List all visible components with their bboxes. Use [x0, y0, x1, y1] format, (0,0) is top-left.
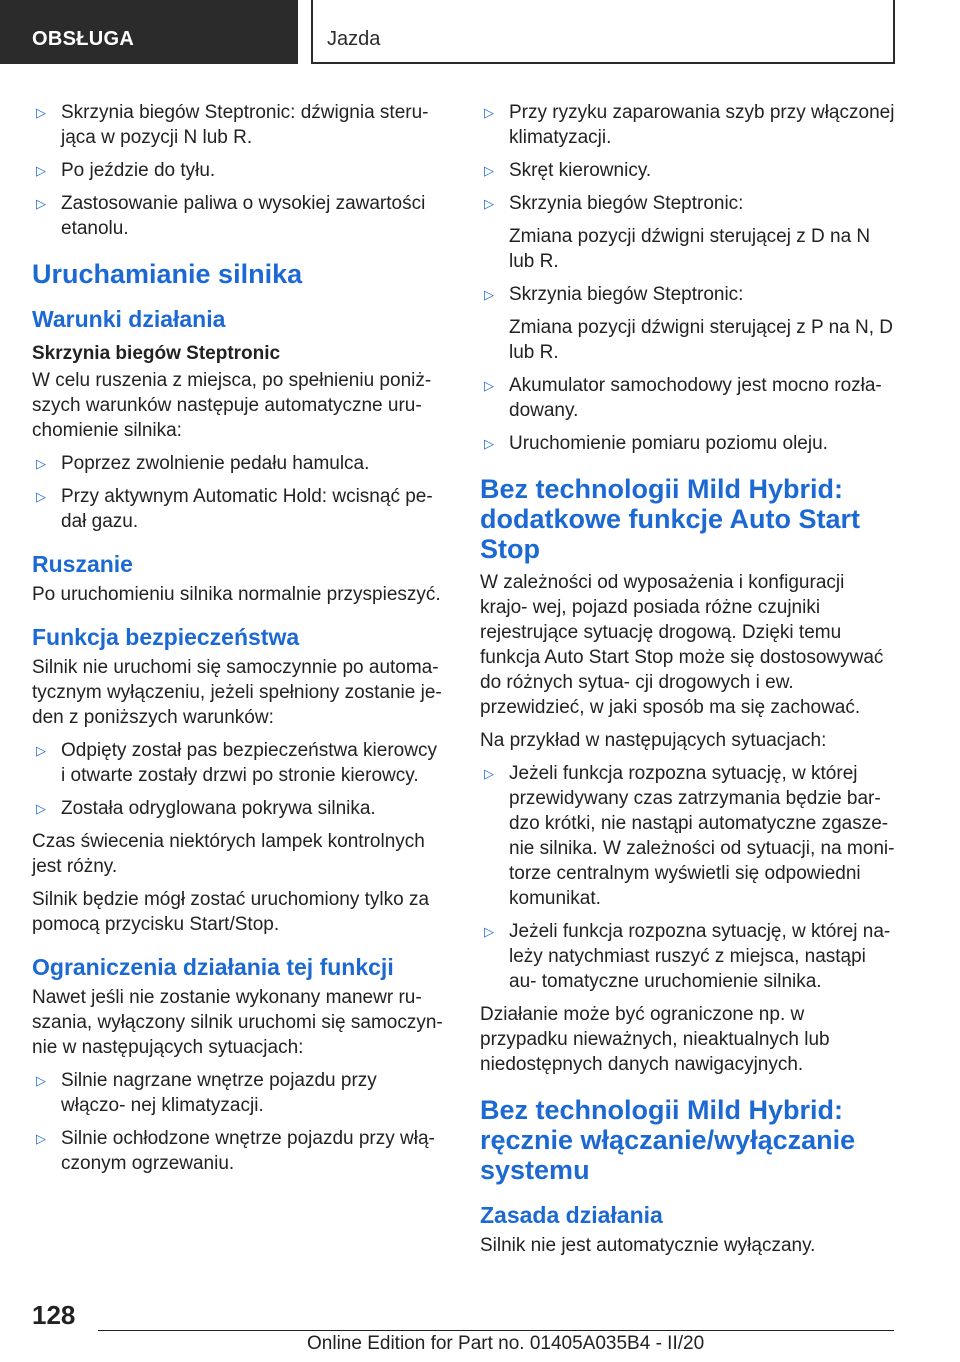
paragraph: W celu ruszenia z miejsca, po spełnieniu poniż‐ szych warunków następuje automatyczne uru‐ chomienie silnika: — [32, 370, 432, 441]
list-item: ▷ Skrzynia biegów Steptronic: — [484, 193, 744, 214]
list-item: ▷ Została odryglowana pokrywa silnika. — [36, 798, 376, 819]
list-item: ▷ Akumulator samochodowy jest mocno rozła‐ dowany. — [484, 375, 882, 421]
triangle-bullet-icon: ▷ — [484, 287, 494, 302]
triangle-bullet-icon: ▷ — [484, 163, 494, 178]
paragraph: Czas świecenia niektórych lampek kontrolnych jest różny. — [32, 831, 425, 877]
heading-auto-start-stop-extra: Bez technologii Mild Hybrid: dodatkowe funkcje Auto Start Stop — [480, 474, 861, 564]
page-header — [0, 0, 960, 66]
footer-divider — [98, 1330, 894, 1331]
paragraph: Po uruchomieniu silnika normalnie przyspieszyć. — [32, 584, 441, 605]
paragraph: W zależności od wyposażenia i konfiguracji krajo‐ wej, pojazd posiada różne czujniki rejestrujące sytuację drogową. Dzięki temu funkcja Auto Start Stop może się dostosowywać do różnych sytua‐ cji drogowych i ew. przewidzieć, w jaki sposób ma się zachować. — [480, 572, 884, 718]
heading-steptronic: Skrzynia biegów Steptronic — [32, 343, 281, 364]
paragraph: Nawet jeśli nie zostanie wykonany manewr ru‐ szania, wyłączony silnik uruchomi się samoczyn‐ nie w następujących sytuacjach: — [32, 987, 443, 1058]
paragraph: Na przykład w następujących sytuacjach: — [480, 730, 827, 751]
paragraph: Zmiana pozycji dźwigni sterującej z P na N, D lub R. — [509, 317, 894, 363]
list-item: ▷ Przy ryzyku zaparowania szyb przy włączonej klimatyzacji. — [484, 102, 895, 148]
paragraph: Działanie może być ograniczone np. w przypadku nieważnych, nieaktualnych lub niedostępnych danych nawigacyjnych. — [480, 1004, 830, 1075]
section-tab: OBSŁUGA — [0, 0, 298, 64]
triangle-bullet-icon: ▷ — [484, 436, 494, 451]
list-item: ▷ Silnie ochłodzone wnętrze pojazdu przy włą‐ czonym ogrzewaniu. — [36, 1128, 435, 1174]
list-item: ▷ Zastosowanie paliwa o wysokiej zawartości etanolu. — [36, 193, 426, 239]
paragraph: Silnik nie uruchomi się samoczynnie po automa‐ tycznym wyłączeniu, jeżeli spełniony zostanie je‐ den z poniższych warunków: — [32, 657, 442, 728]
triangle-bullet-icon: ▷ — [36, 489, 46, 504]
paragraph: Zmiana pozycji dźwigni sterującej z D na N lub R. — [509, 226, 871, 272]
list-item: ▷ Skrzynia biegów Steptronic: — [484, 284, 744, 305]
triangle-bullet-icon: ▷ — [36, 196, 46, 211]
page-number: 128 — [32, 1300, 76, 1330]
heading-manual-toggle: Bez technologii Mild Hybrid: ręcznie włączanie/wyłączanie systemu — [480, 1095, 856, 1185]
list-item: ▷ Skrzynia biegów Steptronic: dźwignia steru‐ jąca w pozycji N lub R. — [36, 102, 429, 148]
triangle-bullet-icon: ▷ — [484, 766, 494, 781]
triangle-bullet-icon: ▷ — [36, 456, 46, 471]
heading-driving-off: Ruszanie — [32, 551, 133, 577]
triangle-bullet-icon: ▷ — [36, 743, 46, 758]
list-item: ▷ Jeżeli funkcja rozpozna sytuację, w której na‐ leży natychmiast ruszyć z miejsca, nastąpi au‐ tomatyczne uruchomienie silnika. — [484, 921, 891, 992]
list-item: ▷ Odpięty został pas bezpieczeństwa kierowcy i otwarte zostały drzwi po stronie kierowcy. — [36, 740, 437, 786]
heading-safety-function: Funkcja bezpieczeństwa — [32, 624, 300, 650]
heading-start-engine: Uruchamianie silnika — [32, 259, 303, 289]
triangle-bullet-icon: ▷ — [36, 1131, 46, 1146]
right-column — [480, 100, 896, 1266]
heading-function-limits: Ograniczenia działania tej funkcji — [32, 954, 394, 980]
list-item: ▷ Jeżeli funkcja rozpozna sytuację, w której przewidywany czas zatrzymania będzie bar‐ dzo krótki, nie nastąpi automatyczne zgasze‐ nie silnika. W zależności od sytuacji, na moni‐ torze centralnym wyświetli się odpowiedni komunikat. — [484, 763, 895, 909]
chapter-tab: Jazda — [311, 0, 895, 64]
paragraph: Silnik będzie mógł zostać uruchomiony tylko za pomocą przycisku Start/Stop. — [32, 889, 430, 935]
triangle-bullet-icon: ▷ — [484, 924, 494, 939]
left-column — [32, 100, 444, 1184]
triangle-bullet-icon: ▷ — [36, 105, 46, 120]
list-item: ▷ Silnie nagrzane wnętrze pojazdu przy włączo‐ nej klimatyzacji. — [36, 1070, 377, 1116]
paragraph: Silnik nie jest automatycznie wyłączany. — [480, 1235, 816, 1256]
list-item: ▷ Po jeździe do tyłu. — [36, 160, 216, 181]
triangle-bullet-icon: ▷ — [484, 378, 494, 393]
heading-principle: Zasada działania — [480, 1202, 663, 1228]
list-item: ▷ Poprzez zwolnienie pedału hamulca. — [36, 453, 370, 474]
triangle-bullet-icon: ▷ — [36, 163, 46, 178]
list-item: ▷ Uruchomienie pomiaru poziomu oleju. — [484, 433, 828, 454]
list-item: ▷ Skręt kierownicy. — [484, 160, 652, 181]
triangle-bullet-icon: ▷ — [484, 105, 494, 120]
heading-conditions: Warunki działania — [32, 306, 226, 332]
triangle-bullet-icon: ▷ — [36, 1073, 46, 1088]
triangle-bullet-icon: ▷ — [36, 801, 46, 816]
list-item: ▷ Przy aktywnym Automatic Hold: wcisnąć pe‐ dał gazu. — [36, 486, 433, 532]
triangle-bullet-icon: ▷ — [484, 196, 494, 211]
footer-edition: Online Edition for Part no. 01405A035B4 - II/20 — [307, 1333, 705, 1354]
